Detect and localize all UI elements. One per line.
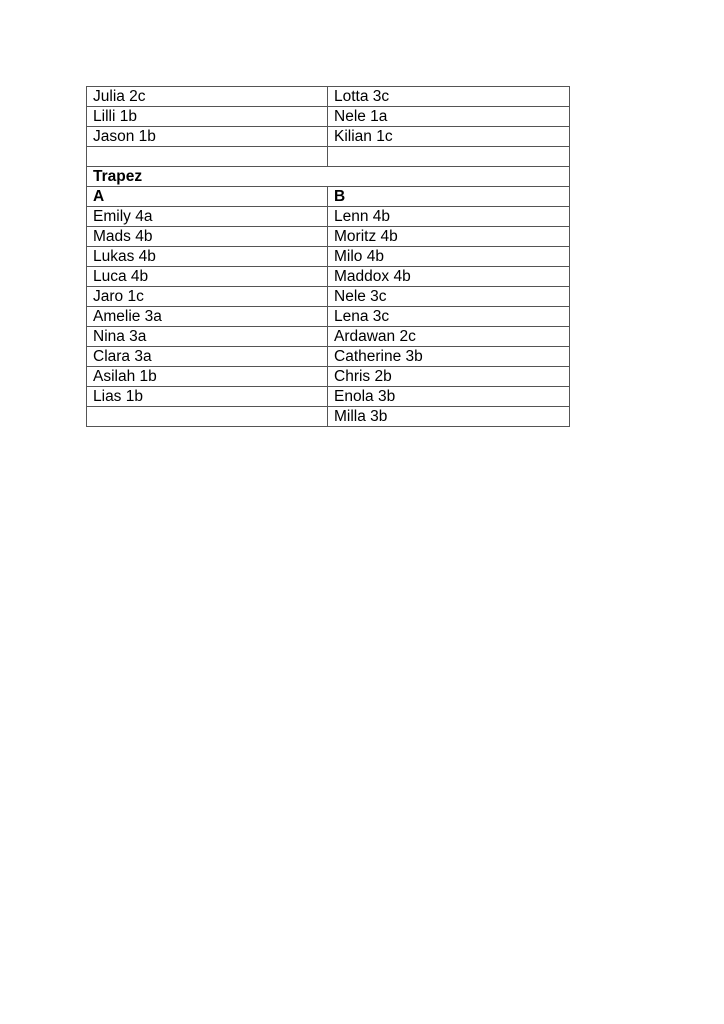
table-row (87, 127, 570, 147)
assignment-table-body (87, 87, 570, 427)
table-cell (328, 147, 570, 167)
table-row (87, 307, 570, 327)
table-cell (87, 147, 328, 167)
table-cell: Chris 2b (328, 367, 570, 387)
table-row (87, 347, 570, 367)
table-cell: Clara 3a (87, 347, 328, 367)
table-cell: Milo 4b (328, 247, 570, 267)
table-cell: Amelie 3a (87, 307, 328, 327)
table-row (87, 107, 570, 127)
table-row (87, 367, 570, 387)
table-row (87, 267, 570, 287)
table-cell: Catherine 3b (328, 347, 570, 367)
table-cell: Asilah 1b (87, 367, 328, 387)
table-cell: Lotta 3c (328, 87, 570, 107)
section-title-row (87, 167, 570, 187)
group-header-a: A (87, 187, 328, 207)
table-cell: Nele 1a (328, 107, 570, 127)
table-row (87, 207, 570, 227)
table-row (87, 87, 570, 107)
table-cell: Lias 1b (87, 387, 328, 407)
table-row (87, 287, 570, 307)
table-cell: Enola 3b (328, 387, 570, 407)
table-cell: Emily 4a (87, 207, 328, 227)
table-cell: Jason 1b (87, 127, 328, 147)
group-header-b: B (328, 187, 570, 207)
table-cell: Julia 2c (87, 87, 328, 107)
table-cell: Luca 4b (87, 267, 328, 287)
table-cell: Ardawan 2c (328, 327, 570, 347)
table-cell: Moritz 4b (328, 227, 570, 247)
table-cell: Lukas 4b (87, 247, 328, 267)
table-row (87, 407, 570, 427)
table-row (87, 387, 570, 407)
assignment-table (86, 86, 570, 427)
table-row (87, 247, 570, 267)
table-cell: Lenn 4b (328, 207, 570, 227)
table-row (87, 327, 570, 347)
group-header-row (87, 187, 570, 207)
table-cell: Jaro 1c (87, 287, 328, 307)
table-cell: Nina 3a (87, 327, 328, 347)
section-title-trapez: Trapez (87, 167, 570, 187)
table-cell (87, 407, 328, 427)
table-cell: Mads 4b (87, 227, 328, 247)
table-row (87, 227, 570, 247)
table-row-empty (87, 147, 570, 167)
table-cell: Kilian 1c (328, 127, 570, 147)
table-cell: Lena 3c (328, 307, 570, 327)
table-cell: Nele 3c (328, 287, 570, 307)
table-cell: Lilli 1b (87, 107, 328, 127)
table-cell: Maddox 4b (328, 267, 570, 287)
table-cell: Milla 3b (328, 407, 570, 427)
